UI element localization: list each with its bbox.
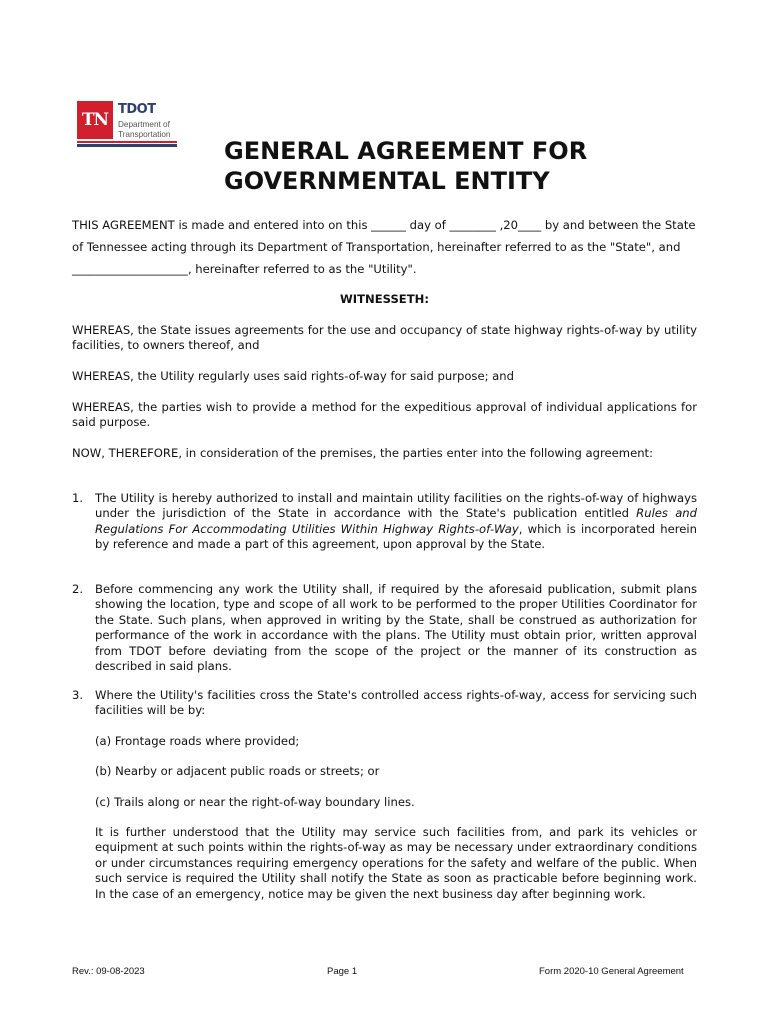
clause-3-number: 3. [72, 688, 84, 702]
whereas-paragraph-2: WHEREAS, the Utility regularly uses said rights-of-way for said purpose; and [72, 369, 514, 383]
clause-2-text: Before commencing any work the Utility shall, if required by the aforesaid publication, submit plans showing the location, type and scope of all work to be performed to the proper Utilities Coordinator for the State. Such plans, when approved in writing by the State, shall be construed as authorization for performance of the work in accordance with the plans. The Utility must obtain prior, written approval from TDOT before deviating from the scope of the project or the manner of its construction as described in said plans. [95, 582, 697, 674]
logo-blue-stripe [77, 144, 177, 147]
intro-paragraph: THIS AGREEMENT is made and entered into on this ______ day of ________ ,20____ by and between the State of Tennessee acting through its Department of Transportation, hereinafter referred to as the "State", and ____________________, hereinafter referred to as the "Utility". [72, 218, 696, 276]
clause-3-followup: It is further understood that the Utility may service such facilities from, and park its vehicles or equipment at such points within the rights-of-way as may be necessary under extraordinary conditions or under circumstances requiring emergency operations for the safety and welfare of the public. When such service is required the Utility shall notify the State as soon as practicable before beginning work. In the case of an emergency, notice may be given the next business day after beginning work. [95, 825, 697, 901]
now-therefore-paragraph: NOW, THEREFORE, in consideration of the premises, the parties enter into the following agreement: [72, 446, 654, 460]
clause-2-number: 2. [72, 582, 84, 596]
whereas-paragraph-3: WHEREAS, the parties wish to provide a method for the expeditious approval of individual applications for said purpose. [72, 400, 697, 430]
logo-subtitle: Department of Transportation [118, 120, 171, 139]
witnesseth-heading: WITNESSETH: [340, 292, 429, 306]
tdot-logo [77, 101, 187, 147]
clause-1-text-after: , which is incorporated herein by reference and made a part of this agreement, upon approval by the State. [95, 521, 697, 552]
clause-1-number: 1. [72, 491, 84, 505]
footer-page-number: Page 1 [327, 966, 358, 977]
footer-form-name: Form 2020-10 General Agreement [539, 966, 684, 977]
page-title: GENERAL AGREEMENT FOR GOVERNMENTAL ENTITY [224, 137, 588, 195]
clause-3-option-c: (c) Trails along or near the right-of-way boundary lines. [95, 795, 415, 809]
clause-1-text-before: The Utility is hereby authorized to install and maintain utility facilities on the rights-of-way of highways under the jurisdiction of the State in accordance with the State's publication entitled [95, 491, 697, 521]
clause-3-text: Where the Utility's facilities cross the State's controlled access rights-of-way, access for servicing such facilities will be by: [95, 688, 697, 718]
footer-revision: Rev.: 09-08-2023 [72, 966, 145, 977]
tn-badge: TN [77, 101, 113, 139]
logo-name: TDOT [118, 102, 156, 117]
clause-3-option-b: (b) Nearby or adjacent public roads or streets; or [95, 764, 380, 778]
logo-red-stripe [77, 141, 177, 143]
publication-title: Rules and Regulations For Accommodating Utilities Within Highway Rights-of-Way [95, 506, 698, 536]
clause-3-option-a: (a) Frontage roads where provided; [95, 734, 300, 748]
clause-1-text [95, 491, 697, 553]
whereas-paragraph-1: WHEREAS, the State issues agreements for the use and occupancy of state highway rights-of-way by utility facilities, to owners thereof, and [72, 323, 697, 353]
